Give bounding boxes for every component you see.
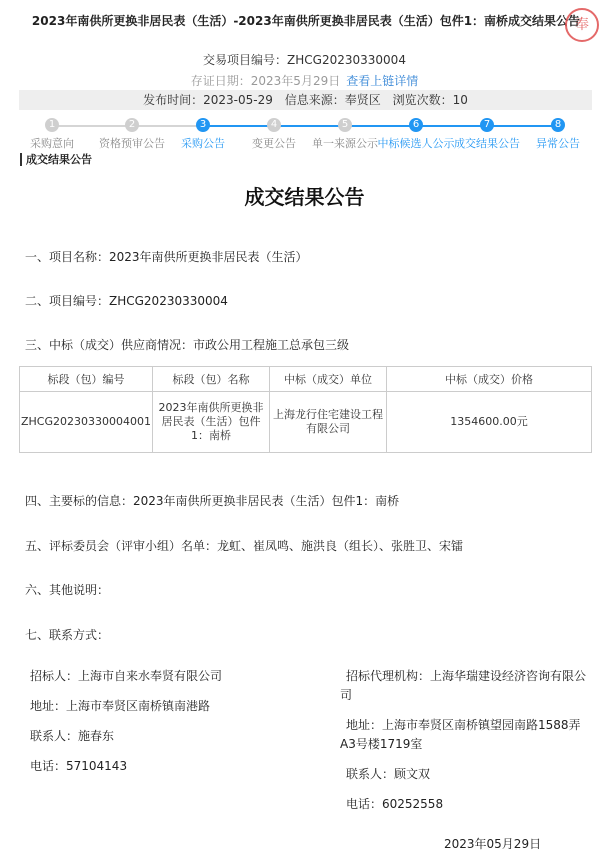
tenderer-contact-person: 联系人：施春东 xyxy=(30,729,115,743)
step-label: 资格预审公告 xyxy=(99,137,165,150)
column-header: 中标（成交）单位 xyxy=(270,367,387,392)
section-title: 成交结果公告 xyxy=(20,153,92,166)
step-label: 异常公告 xyxy=(536,137,580,150)
agency-contact-person: 联系人：顾文双 xyxy=(346,767,431,781)
tenderer-phone: 电话：57104143 xyxy=(30,759,128,773)
table-cell-section-no: ZHCG20230330004001 xyxy=(20,392,153,453)
publish-time: 发布时间：2023-05-29 xyxy=(143,93,273,107)
main-subject-info: 四、主要标的信息：2023年南供所更换非居民表（生活）包件1：南桥 xyxy=(25,494,400,508)
step-number: 4 xyxy=(267,118,281,132)
supplier-info: 三、中标（成交）供应商情况：市政公用工程施工总承包三级 xyxy=(25,338,350,352)
info-source: 信息来源：奉贤区 xyxy=(284,93,381,107)
step-label: 采购公告 xyxy=(181,137,225,150)
column-header: 中标（成交）价格 xyxy=(387,367,592,392)
committee-list: 五、评标委员会（评审小组）名单：龙虹、崔凤鸣、施洪良（组长）、张胜卫、宋镭 xyxy=(25,539,464,553)
other-notes: 六、其他说明： xyxy=(25,583,110,597)
page-header-title: 2023年南供所更换非居民表（生活）-2023年南供所更换非居民表（生活）包件1：南桥成交结果公告 xyxy=(31,14,581,28)
step-label: 单一来源公示 xyxy=(312,137,378,150)
page-title: 成交结果公告 xyxy=(244,185,365,209)
tenderer-address: 地址：上海市奉贤区南桥镇南港路 xyxy=(30,699,211,713)
step-label: 采购意向 xyxy=(30,137,74,150)
step-1[interactable] xyxy=(7,118,97,150)
view-count: 浏览次数：10 xyxy=(392,93,468,107)
table-row xyxy=(20,392,592,453)
step-number: 6 xyxy=(409,118,423,132)
step-number: 7 xyxy=(480,118,494,132)
step-8[interactable] xyxy=(523,118,593,150)
step-number: 1 xyxy=(45,118,59,132)
table-cell-section-name: 2023年南供所更换非居民表（生活）包件1：南桥 xyxy=(153,392,270,453)
project-number: 二、项目编号：ZHCG20230330004 xyxy=(25,294,228,308)
project-name: 一、项目名称：2023年南供所更换非居民表（生活） xyxy=(25,250,308,264)
announcement-date: 2023年05月29日 xyxy=(444,837,542,851)
table-cell-winner: 上海龙行住宅建设工程有限公司 xyxy=(270,392,387,453)
step-number: 5 xyxy=(338,118,352,132)
table-cell-price: 1354600.00元 xyxy=(387,392,592,453)
step-label: 中标候选人公示 xyxy=(377,137,455,150)
table-header-row xyxy=(20,367,592,392)
column-header: 标段（包）编号 xyxy=(20,367,153,392)
agency-contact xyxy=(340,667,596,814)
official-seal-icon: 奉 xyxy=(565,8,599,42)
step-label: 变更公告 xyxy=(252,137,296,150)
tenderer-contact xyxy=(30,667,310,776)
step-label: 成交结果公告 xyxy=(454,137,520,150)
meta-info-bar xyxy=(19,90,592,110)
chain-detail-link[interactable]: 查看上链详情 xyxy=(346,74,419,88)
step-number: 3 xyxy=(196,118,210,132)
save-date-row xyxy=(0,72,609,89)
agency-name: 招标代理机构：上海华瑞建设经济咨询有限公司 xyxy=(340,669,587,702)
contact-heading: 七、联系方式： xyxy=(25,628,110,642)
tenderer-name: 招标人：上海市自来水奉贤有限公司 xyxy=(30,669,223,683)
save-date: 存证日期：2023年5月29日 xyxy=(190,74,341,88)
agency-address: 地址：上海市奉贤区南桥镇望园南路1588弄A3号楼1719室 xyxy=(340,718,581,751)
column-header: 标段（包）名称 xyxy=(153,367,270,392)
step-number: 8 xyxy=(551,118,565,132)
result-table xyxy=(19,366,592,453)
trade-number: 交易项目编号：ZHCG20230330004 xyxy=(203,53,406,67)
step-number: 2 xyxy=(125,118,139,132)
agency-phone: 电话：60252558 xyxy=(346,797,444,811)
step-7[interactable] xyxy=(442,118,532,150)
